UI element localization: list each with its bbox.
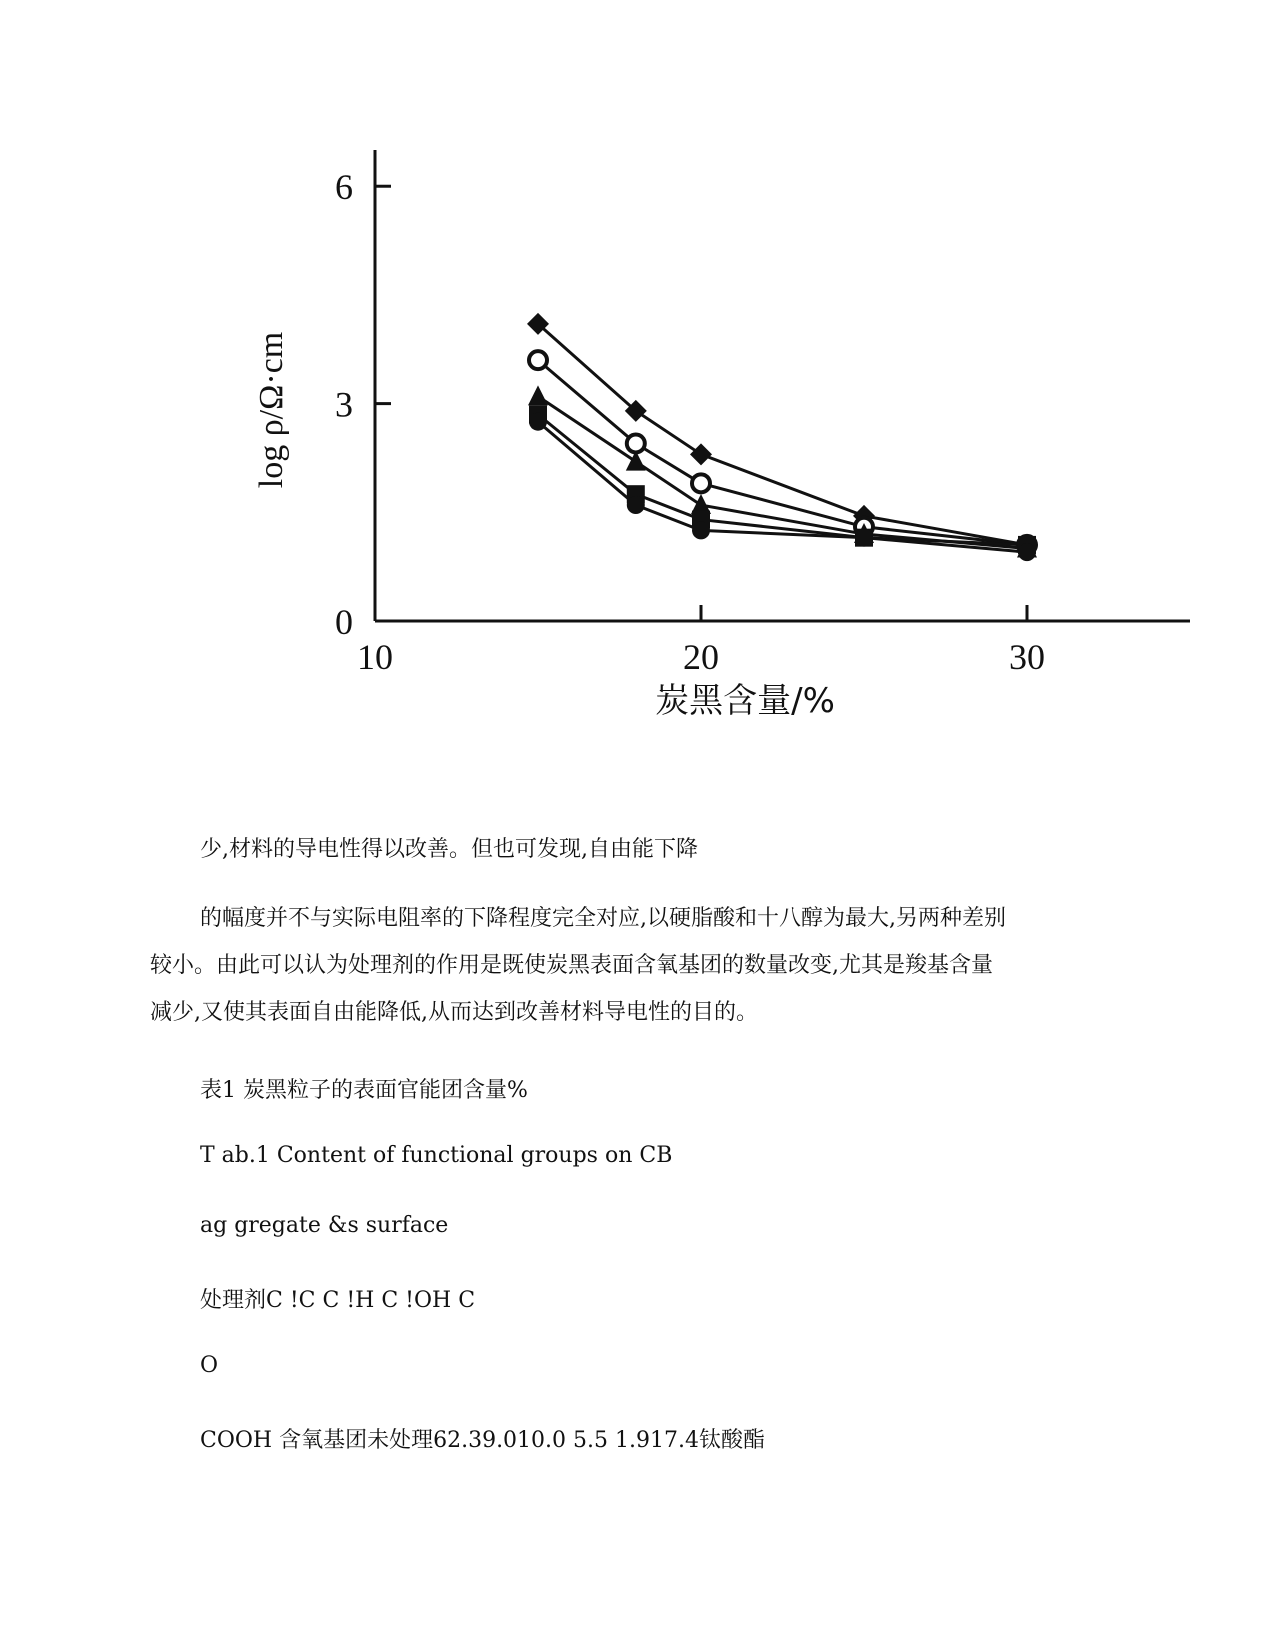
table-title-en-2: ag gregate &s surface xyxy=(200,1213,449,1238)
y-tick-label: 0 xyxy=(335,602,353,642)
y-tick-label: 6 xyxy=(335,167,353,208)
data-point-open-circle xyxy=(529,351,547,369)
x-tick-label: 30 xyxy=(1009,637,1045,677)
series-line xyxy=(538,324,1027,545)
chart-axes xyxy=(335,150,1190,677)
table-row-header: 处理剂C !C C !H C !OH C xyxy=(200,1288,476,1313)
y-tick-label: 3 xyxy=(335,384,353,425)
data-point-diamond xyxy=(690,443,712,465)
data-point-circle xyxy=(1018,543,1036,561)
data-point-circle xyxy=(692,521,710,539)
data-point-triangle xyxy=(626,451,646,471)
data-point-open-circle xyxy=(627,434,645,452)
resistivity-chart xyxy=(0,0,1275,760)
data-point-circle xyxy=(529,413,547,431)
x-tick-label: 10 xyxy=(357,637,393,677)
paragraph-2-line-3: 减少,又使其表面自由能降低,从而达到改善材料导电性的目的。 xyxy=(150,1000,758,1025)
table-title-cn: 表1 炭黑粒子的表面官能团含量% xyxy=(200,1078,528,1103)
x-axis-title: 炭黑含量/% xyxy=(655,681,835,721)
table-row-values: COOH 含氧基团未处理62.39.010.0 5.5 1.917.4钛酸酯 xyxy=(200,1428,765,1453)
data-point-open-circle xyxy=(692,474,710,492)
paragraph-1: 少,材料的导电性得以改善。但也可发现,自由能下降 xyxy=(200,837,698,862)
y-axis-title: log ρ/Ω·cm xyxy=(253,331,290,489)
chart-series xyxy=(527,313,1038,561)
series-line xyxy=(538,414,1027,544)
paragraph-2 xyxy=(150,895,1150,1036)
paragraph-2-line-2: 较小。由此可以认为处理剂的作用是既使炭黑表面含氧基团的数量改变,尤其是羧基含量 xyxy=(150,953,993,978)
table-row-o: O xyxy=(200,1353,219,1378)
data-point-circle xyxy=(855,529,873,547)
paragraph-2-line-1: 的幅度并不与实际电阻率的下降程度完全对应,以硬脂酸和十八醇为最大,另两种差别 xyxy=(200,906,1006,931)
data-point-circle xyxy=(627,496,645,514)
data-point-triangle xyxy=(528,385,548,405)
x-tick-label: 20 xyxy=(683,637,719,677)
table-title-en-1: T ab.1 Content of functional groups on CB xyxy=(200,1143,673,1168)
